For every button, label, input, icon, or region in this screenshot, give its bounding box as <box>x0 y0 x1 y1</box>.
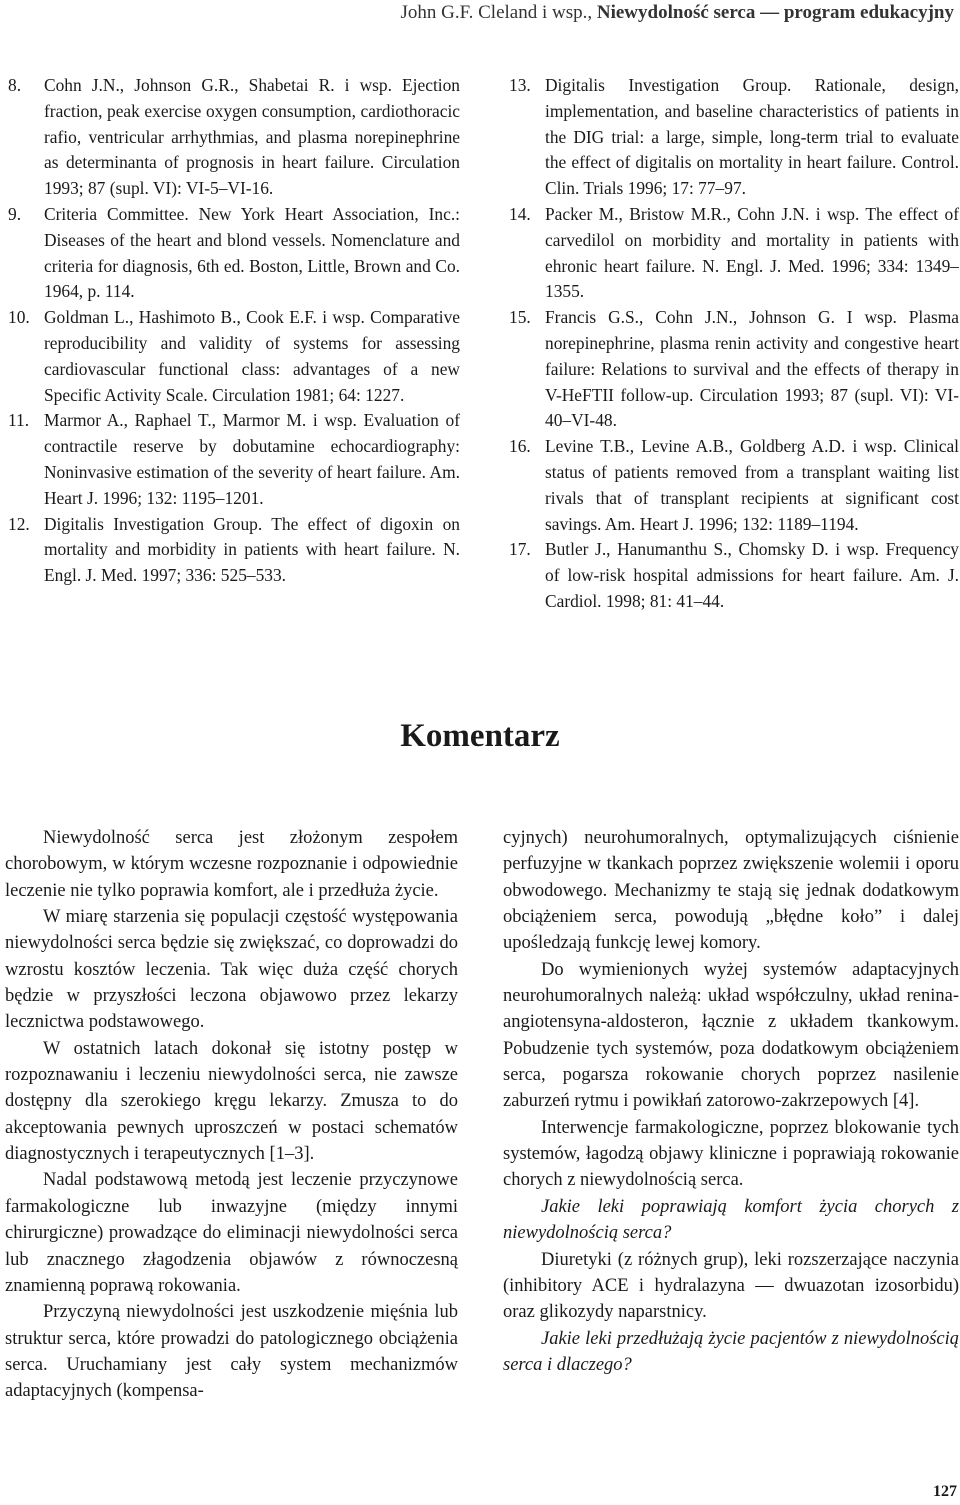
reference-text: Digitalis Investigation Group. Rationale, design, implementation, and baseline characteristics of patients in the DIG trial: a large, simple, long-term trial to evaluate the effect of digitalis on mortality in heart failure. Control. Clin. Trials 1996; 17: 77–97. <box>545 75 959 199</box>
body-paragraph: Diuretyki (z różnych grup), leki rozszerzające naczynia (inhibitory ACE i hydralazyna — dwuazotan izosorbidu) oraz glikozydy naparstnicy. <box>503 1249 959 1323</box>
reference-number: 13. <box>509 75 531 95</box>
reference-item <box>8 408 460 511</box>
reference-number: 14. <box>509 203 531 224</box>
reference-item <box>8 512 460 589</box>
body-paragraph: Niewydolność serca jest złożonym zespołem chorobowym, w którym wczesne rozpoznanie i odpowiednie leczenie nie tylko poprawia komfort, ale i przedłuża życie. <box>5 828 458 901</box>
body-paragraph: Interwencje farmakologiczne, poprzez blokowanie tych systemów, łagodzą objawy kliniczne i poprawiają rokowanie chorych z niewydolnością serca. <box>503 1117 959 1191</box>
body-left-column <box>5 825 458 1405</box>
reference-number: 8. <box>8 75 22 95</box>
reference-item <box>509 434 959 537</box>
body-paragraph: Przyczyną niewydolności jest uszkodzenie mięśnia lub struktur serca, które prowadzi do patologicznego obciążenia serca. Uruchamiany jest cały system mechanizmów adaptacyjnych (kompensa- <box>5 1302 458 1402</box>
reference-text: Goldman L., Hashimoto B., Cook E.F. i wsp. Comparative reproducibility and validity of systems for assessing cardiovascular functional class: advantages of a new Specific Activity Scale. Circulation 1981; 64: 1227. <box>44 307 460 405</box>
reference-text: Francis G.S., Cohn J.N., Johnson G. I wsp. Plasma norepinephrine, plasma renin activity and congestive heart failure: Relations to survival and the effects of therapy in V-HeFTII follow-up. Circulation 1993; 87 (supl. VI): VI-40–VI-48. <box>545 307 959 431</box>
reference-item <box>8 73 460 202</box>
reference-text: Butler J., Hanumanthu S., Chomsky D. i wsp. Frequency of low-risk hospital admissions for heart failure. Am. J. Cardiol. 1998; 81: 41–44. <box>545 539 959 611</box>
running-head-title: Niewydolność serca — program edukacyjny <box>596 2 954 23</box>
reference-item <box>509 305 959 434</box>
reference-number: 15. <box>509 307 531 328</box>
body-paragraph-continuation: cyjnych) neurohumoralnych, optymalizujących ciśnienie perfuzyjne w tkankach poprzez zwiększenie wolemii i oporu obwodowego. Mechanizmy te stają się jednak dodatkowym obciążeniem serca, powodują „błędne koło” i dalej upośledzają funkcję lewej komory. <box>503 828 959 954</box>
reference-number: 9. <box>8 203 22 224</box>
reference-text: Levine T.B., Levine A.B., Goldberg A.D. i wsp. Clinical status of patients removed from a transplant waiting list rivals that of transplant recipients at significant cost savings. Am. Heart J. 1996; 132: 1189–1194. <box>545 436 959 534</box>
reference-text: Marmor A., Raphael T., Marmor M. i wsp. Evaluation of contractile reserve by dobutamine echocardiography: Noninvasive estimation of the severity of heart failure. Am. Heart J. 1996; 132: 1195–1201. <box>44 410 460 508</box>
references-left-column <box>8 73 460 589</box>
references-right-column <box>509 73 959 615</box>
reference-number: 17. <box>509 539 531 560</box>
body-paragraph: Do wymienionych wyżej systemów adaptacyjnych neurohumoralnych należą: układ współczulny, układ renina-angiotensyna-aldosteron, łącznie z układem tkankowym. Pobudzenie tych systemów, poza dodatkowym obciążeniem serca, pogarsza rokowanie chorych poprzez nasilenie zaburzeń rytmu i powikłań zatorowo-zakrzepowych [4]. <box>503 959 959 1112</box>
reference-number: 16. <box>509 436 531 457</box>
body-paragraph: W ostatnich latach dokonał się istotny postęp w rozpoznawaniu i leczeniu niewydolności serca, nie zawsze dostępny dla szerokiego kręgu lekarzy. Zmusza to do akceptowania pewnych uproszczeń w postaci schematów diagnostycznych i terapeutycznych [1–3]. <box>5 1038 458 1165</box>
reference-text: Cohn J.N., Johnson G.R., Shabetai R. i wsp. Ejection fraction, peak exercise oxygen consumption, cardiothoracic rafio, ventricular arrhythmias, and plasma norepinephrine as determinanta of prognosis in heart failure. Circulation 1993; 87 (supl. VI): VI-5–VI-16. <box>44 75 460 199</box>
reference-number: 12. <box>8 513 30 534</box>
reference-item <box>509 537 959 614</box>
reference-number: 10. <box>8 307 30 328</box>
reference-item <box>509 73 959 202</box>
comment-heading: Komentarz <box>400 718 560 754</box>
question-heading: Jakie leki przedłużają życie pacjentów z niewydolnością serca i dlaczego? <box>503 1328 959 1375</box>
body-paragraph: Nadal podstawową metodą jest leczenie przyczynowe farmakologiczne lub inwazyjne (między innymi chirurgiczne) prowadzące do eliminacji niewydolności serca lub znacznego złagodzenia objawów z równoczesną znamienną poprawą rokowania. <box>5 1170 458 1296</box>
reference-text: Criteria Committee. New York Heart Association, Inc.: Diseases of the heart and blond vessels. Nomenclature and criteria for diagnosis, 6th ed. Boston, Little, Brown and Co. 1964, p. 114. <box>44 203 460 302</box>
body-paragraph: W miarę starzenia się populacji częstość występowania niewydolności serca będzie się zwiększać, co doprowadzi do wzrostu kosztów leczenia. Tak więc duża część chorych będzie w przyszłości leczona objawowo przez lekarzy lecznictwa podstawowego. <box>5 907 458 1033</box>
running-head <box>400 2 954 24</box>
body-right-column <box>503 825 959 1378</box>
reference-text: Packer M., Bristow M.R., Cohn J.N. i wsp. The effect of carvedilol on morbidity and mortality in patients with ehronic heart failure. N. Engl. J. Med. 1996; 334: 1349–1355. <box>545 203 959 302</box>
reference-number: 11. <box>8 410 30 431</box>
page-number: 127 <box>933 1483 957 1500</box>
reference-item <box>509 202 959 305</box>
reference-item <box>8 305 460 408</box>
reference-item <box>8 202 460 305</box>
running-head-authors: John G.F. Cleland i wsp., <box>400 2 593 23</box>
reference-text: Digitalis Investigation Group. The effect of digoxin on mortality and morbidity in patients with heart failure. N. Engl. J. Med. 1997; 336: 525–533. <box>44 513 460 586</box>
question-heading: Jakie leki poprawiają komfort życia chorych z niewydolnością serca? <box>503 1196 959 1244</box>
